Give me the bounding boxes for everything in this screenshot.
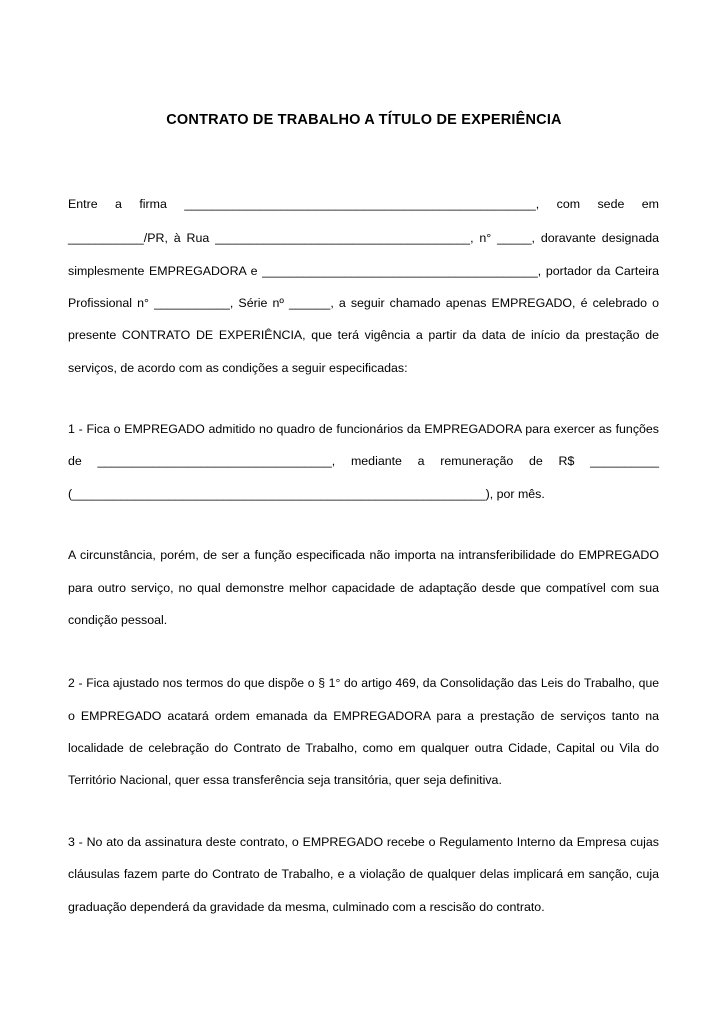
clause2-line-4: Território Nacional, quer essa transferência seja transitória, quer seja definitiva.: [68, 773, 502, 787]
circumstance-line-2: para outro serviço, no qual demonstre melhor capacidade de adaptação desde que compatível com sua: [68, 581, 659, 595]
clause1-line-1: 1 - Fica o EMPREGADO admitido no quadro de funcionários da EMPREGADORA para exercer as funções: [68, 422, 659, 436]
intro-line-5: presente CONTRATO DE EXPERIÊNCIA, que terá vigência a partir da data de início da prestação de: [68, 328, 659, 342]
intro-line-2: ___________/PR, à Rua _____________________________________, n° _____, doravante designada: [68, 231, 659, 245]
document-title: CONTRATO DE TRABALHO A TÍTULO DE EXPERIÊNCIA: [166, 112, 562, 128]
clause1-line-2: de __________________________________, mediante a remuneração de R$ __________: [68, 454, 659, 468]
intro-line-4: Profissional n° ___________, Série nº ______, a seguir chamado apenas EMPREGADO, é celebrado o: [68, 296, 659, 310]
clause2-line-3: localidade de celebração do Contrato de Trabalho, como em qualquer outra Cidade, Capital ou Vila do: [68, 741, 659, 755]
clause3-line-2: cláusulas fazem parte do Contrato de Trabalho, e a violação de qualquer delas implicará em sanção, cuja: [68, 867, 659, 881]
clause3-line-1: 3 - No ato da assinatura deste contrato, o EMPREGADO recebe o Regulamento Interno da Empresa cujas: [68, 835, 659, 849]
circumstance-line-1: A circunstância, porém, de ser a função especificada não importa na intransferibilidade do EMPREGADO: [68, 548, 659, 562]
clause1-line-3: (____________________________________________________________), por mês.: [68, 487, 545, 501]
intro-line-3: simplesmente EMPREGADORA e ________________________________________, portador da Carteira: [68, 264, 659, 278]
clause2-line-1: 2 - Fica ajustado nos termos do que dispõe o § 1° do artigo 469, da Consolidação das Leis do Trabalho, que: [68, 676, 659, 690]
intro-line-6: serviços, de acordo com as condições a seguir especificadas:: [68, 361, 408, 375]
clause3-line-3: graduação dependerá da gravidade da mesma, culminado com a rescisão do contrato.: [68, 900, 545, 914]
intro-line-1: Entre a firma ___________________________________________________, com sede em: [68, 197, 659, 211]
clause2-line-2: o EMPREGADO acatará ordem emanada da EMPREGADORA para a prestação de serviços tanto na: [68, 709, 659, 723]
circumstance-line-3: condição pessoal.: [68, 613, 168, 627]
